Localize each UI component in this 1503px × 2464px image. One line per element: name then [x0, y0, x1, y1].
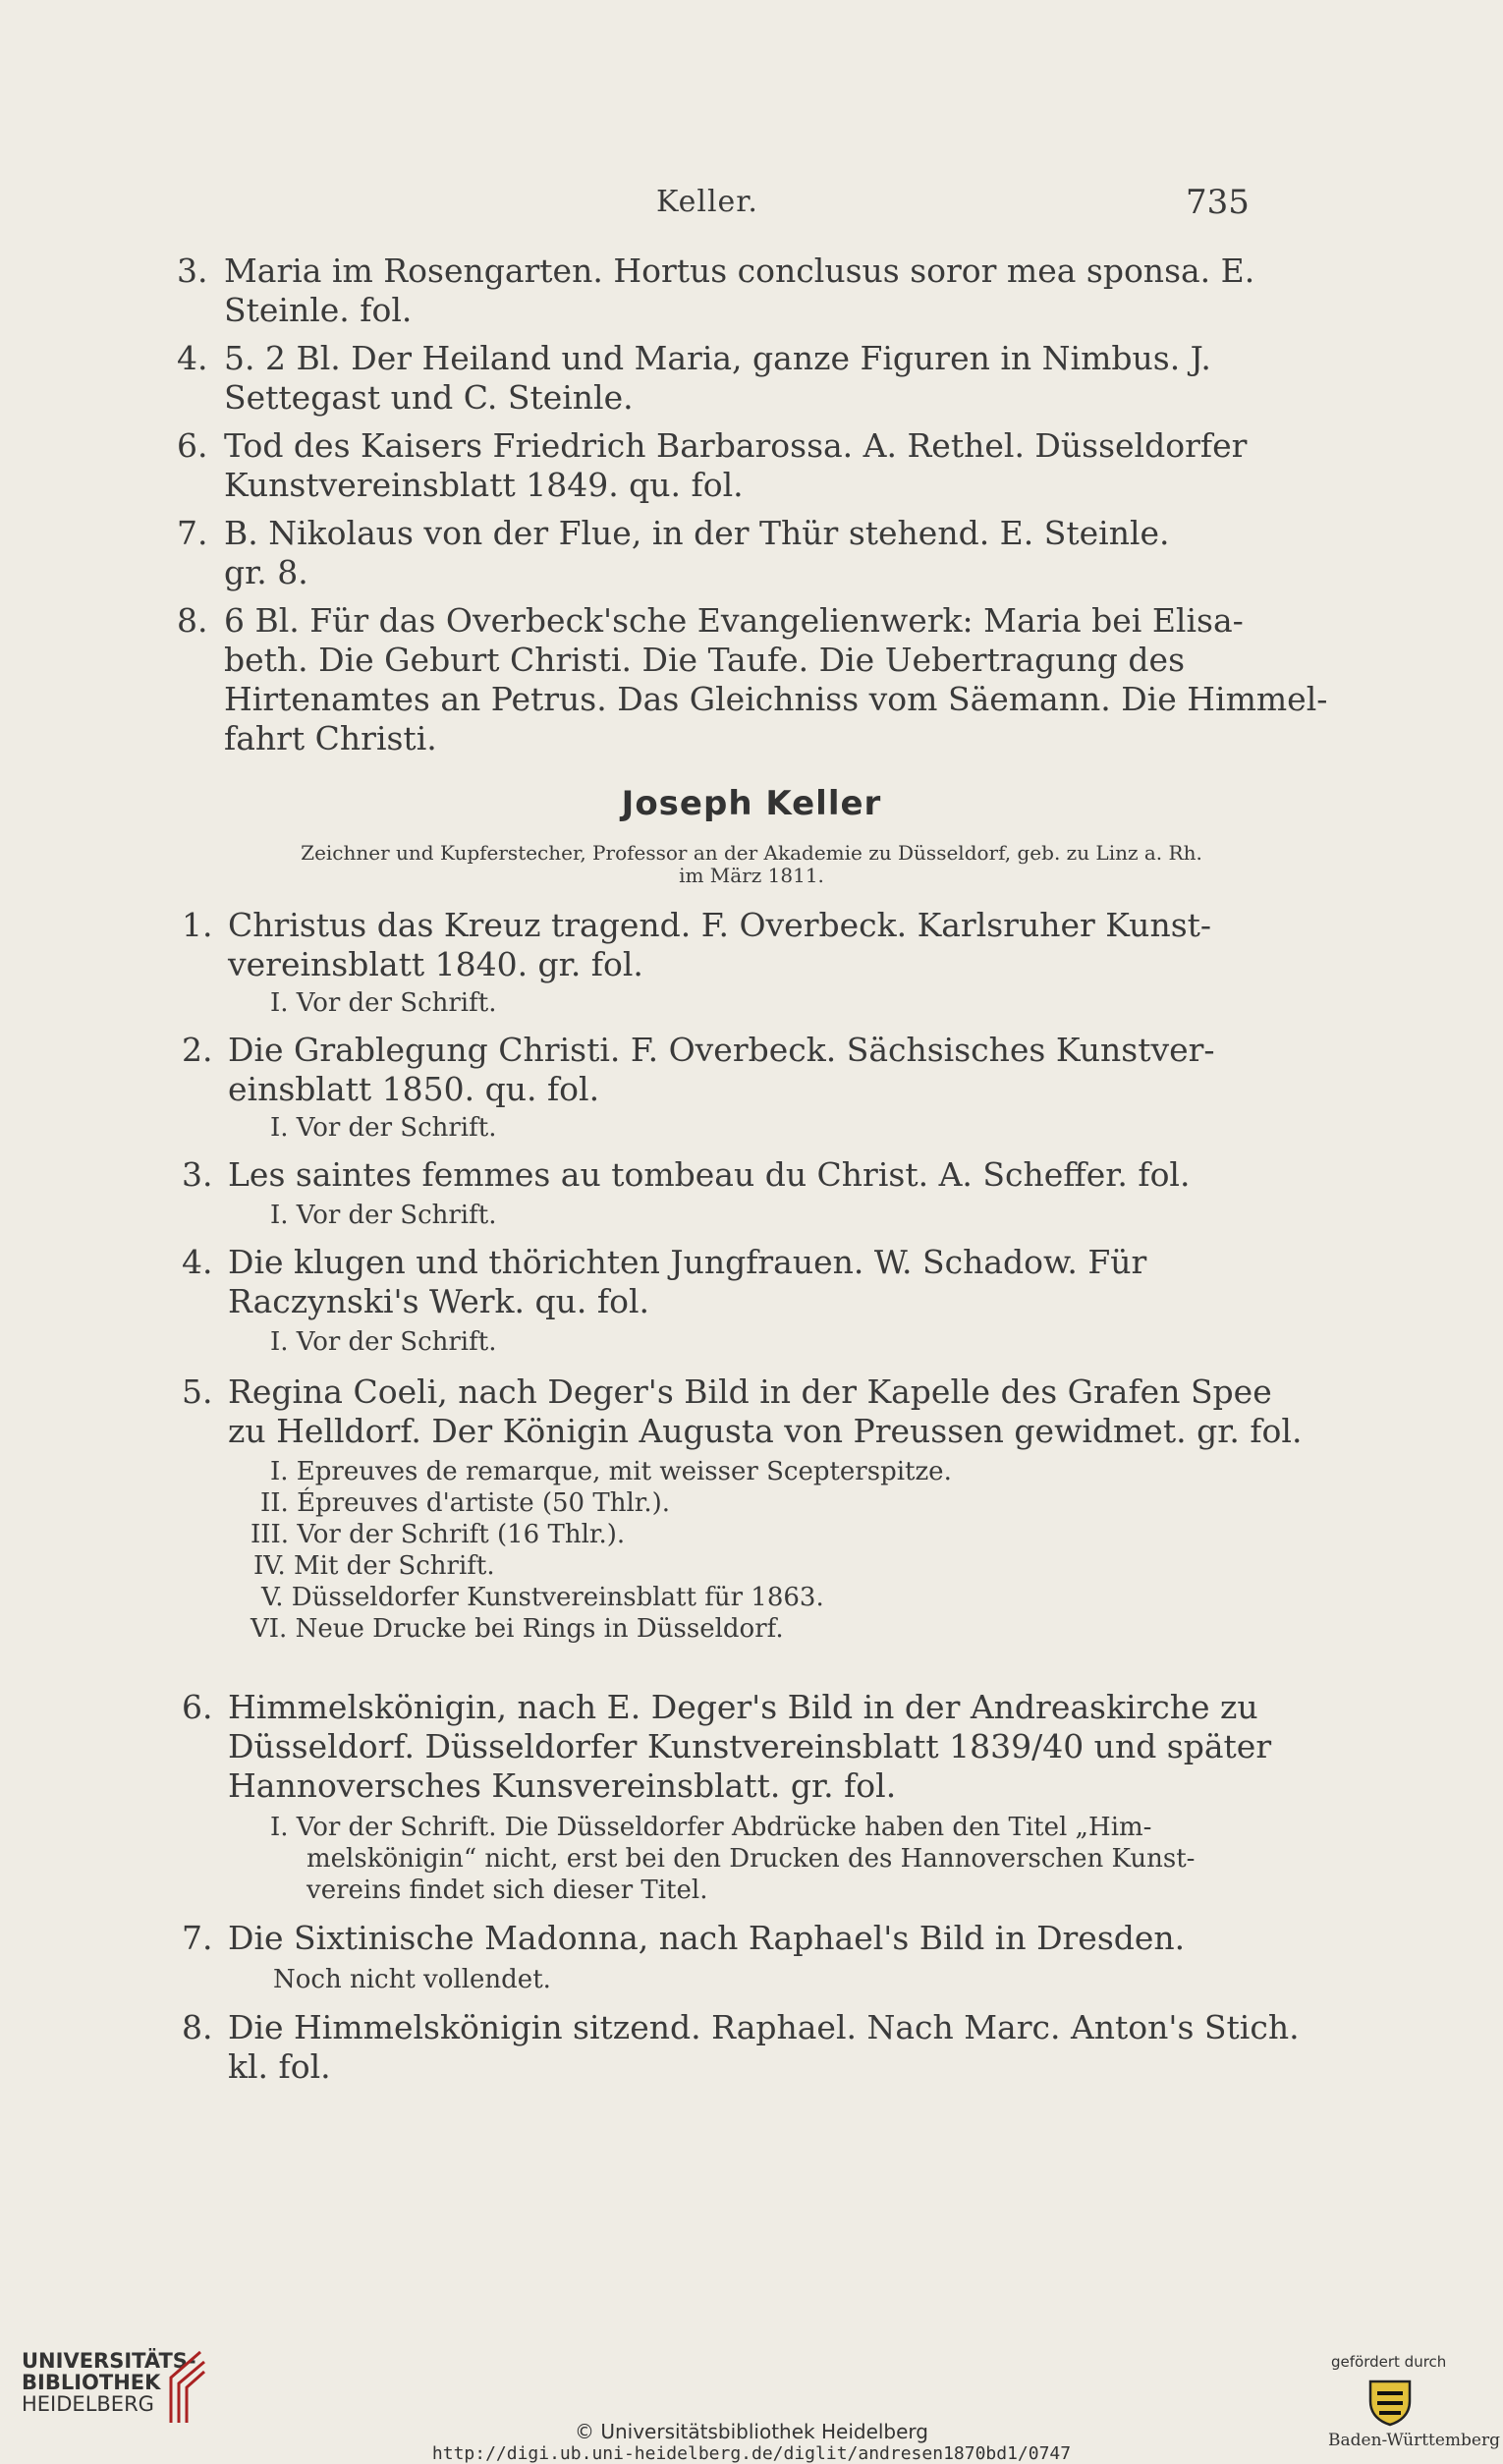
subheading-line: Zeichner und Kupferstecher, Professor an der Akademie zu Düsseldorf, geb. zu Linz a. Rh. [301, 841, 1202, 865]
state-note: I. Vor der Schrift. [270, 988, 497, 1018]
list-item: 4. [182, 1243, 213, 1281]
coat-of-arms-icon [1367, 2378, 1413, 2431]
entry-text: Die Himmelskönigin sitzend. Raphael. Nach Marc. Anton's Stich. [228, 2008, 1300, 2046]
library-name-line: UNIVERSITÄTS- [22, 2349, 196, 2373]
list-item: 1. [182, 906, 213, 944]
entry-text: Raczynski's Werk. qu. fol. [228, 1282, 650, 1320]
entry-text: B. Nikolaus von der Flue, in der Thür stehend. E. Steinle. [224, 514, 1170, 552]
state-note: Noch nicht vollendet. [273, 1965, 551, 1994]
entry-text: einsblatt 1850. qu. fol. [228, 1070, 600, 1108]
list-item: 7. [182, 1919, 213, 1957]
entry-text: Regina Coeli, nach Deger's Bild in der Kapelle des Grafen Spee [228, 1372, 1272, 1411]
state-note: V. Düsseldorfer Kunstvereinsblatt für 1863. [261, 1583, 824, 1612]
entry-text: Maria im Rosengarten. Hortus conclusus soror mea sponsa. E. [224, 252, 1255, 290]
state-note: II. Épreuves d'artiste (50 Thlr.). [260, 1488, 671, 1518]
entry-text: Himmelskönigin, nach E. Deger's Bild in der Andreaskirche zu [228, 1688, 1258, 1726]
state-note: I. Vor der Schrift. [270, 1201, 497, 1230]
entry-text: Hirtenamtes an Petrus. Das Gleichniss vom Säemann. Die Himmel- [224, 680, 1328, 718]
list-item: 6. [182, 1688, 213, 1726]
state-note: melskönigin“ nicht, erst bei den Drucken des Hannoverschen Kunst- [306, 1844, 1196, 1874]
entry-text: Düsseldorf. Düsseldorfer Kunstvereinsblatt 1839/40 und später [228, 1727, 1272, 1765]
funder-name: Baden-Württemberg [1328, 2431, 1500, 2450]
state-note: I. Vor der Schrift. Die Düsseldorfer Abdrücke haben den Titel „Him- [270, 1813, 1152, 1842]
entry-text: 5. 2 Bl. Der Heiland und Maria, ganze Figuren in Nimbus. J. [224, 339, 1211, 377]
library-name-line: HEIDELBERG [22, 2392, 154, 2416]
list-item: 5. [182, 1372, 213, 1411]
list-item: 3. [182, 1155, 213, 1194]
copyright-notice: © Universitätsbibliothek Heidelberg [574, 2420, 928, 2443]
list-item: 2. [182, 1031, 213, 1069]
page-number: 735 [1186, 183, 1250, 222]
list-item: 8. [182, 2008, 213, 2046]
library-name-line: BIBLIOTHEK [22, 2371, 161, 2394]
state-note: IV. Mit der Schrift. [253, 1551, 495, 1581]
entry-text: gr. 8. [224, 553, 308, 591]
funding-label: gefördert durch [1331, 2353, 1447, 2371]
entry-text: Settegast und C. Steinle. [224, 378, 634, 417]
entry-text: kl. fol. [228, 2047, 331, 2086]
list-item: 4. [177, 339, 208, 377]
list-item: 3. [177, 252, 208, 290]
entry-text: Die Grablegung Christi. F. Overbeck. Sächsisches Kunstver- [228, 1031, 1215, 1069]
entry-text: Tod des Kaisers Friedrich Barbarossa. A. Rethel. Düsseldorfer [224, 426, 1248, 465]
entry-text: Christus das Kreuz tragend. F. Overbeck. Karlsruher Kunst- [228, 906, 1212, 944]
state-note: vereins findet sich dieser Titel. [306, 1876, 708, 1905]
list-item: 8. [177, 601, 208, 640]
subheading-line: im März 1811. [679, 864, 824, 887]
source-url[interactable]: http://digi.ub.uni-heidelberg.de/diglit/andresen1870bd1/0747 [431, 2443, 1072, 2464]
state-note: I. Vor der Schrift. [270, 1113, 497, 1143]
state-note: I. Vor der Schrift. [270, 1327, 497, 1357]
list-item: 6. [177, 426, 208, 465]
entry-text: zu Helldorf. Der Königin Augusta von Preussen gewidmet. gr. fol. [228, 1412, 1303, 1450]
state-note: III. Vor der Schrift (16 Thlr.). [250, 1520, 626, 1549]
entry-text: 6 Bl. Für das Overbeck'sche Evangelienwerk: Maria bei Elisa- [224, 601, 1244, 640]
entry-text: vereinsblatt 1840. gr. fol. [228, 945, 643, 983]
entry-text: Les saintes femmes au tombeau du Christ. A. Scheffer. fol. [228, 1155, 1191, 1194]
section-heading: Joseph Keller [621, 784, 882, 823]
state-note: VI. Neue Drucke bei Rings in Düsseldorf. [250, 1614, 784, 1644]
entry-text: Steinle. fol. [224, 291, 413, 329]
entry-text: Hannoversches Kunsvereinsblatt. gr. fol. [228, 1766, 897, 1805]
entry-text: beth. Die Geburt Christi. Die Taufe. Die Uebertragung des [224, 641, 1186, 679]
running-head-title: Keller. [656, 185, 758, 219]
entry-text: fahrt Christi. [224, 719, 437, 757]
section-subheading [128, 842, 1375, 887]
state-note: I. Epreuves de remarque, mit weisser Scepterspitze. [270, 1457, 952, 1486]
entry-text: Kunstvereinsblatt 1849. qu. fol. [224, 466, 744, 504]
library-emblem-icon [157, 2348, 206, 2431]
entry-text: Die Sixtinische Madonna, nach Raphael's Bild in Dresden. [228, 1919, 1186, 1957]
entry-text: Die klugen und thörichten Jungfrauen. W. Schadow. Für [228, 1243, 1147, 1281]
list-item: 7. [177, 514, 208, 552]
